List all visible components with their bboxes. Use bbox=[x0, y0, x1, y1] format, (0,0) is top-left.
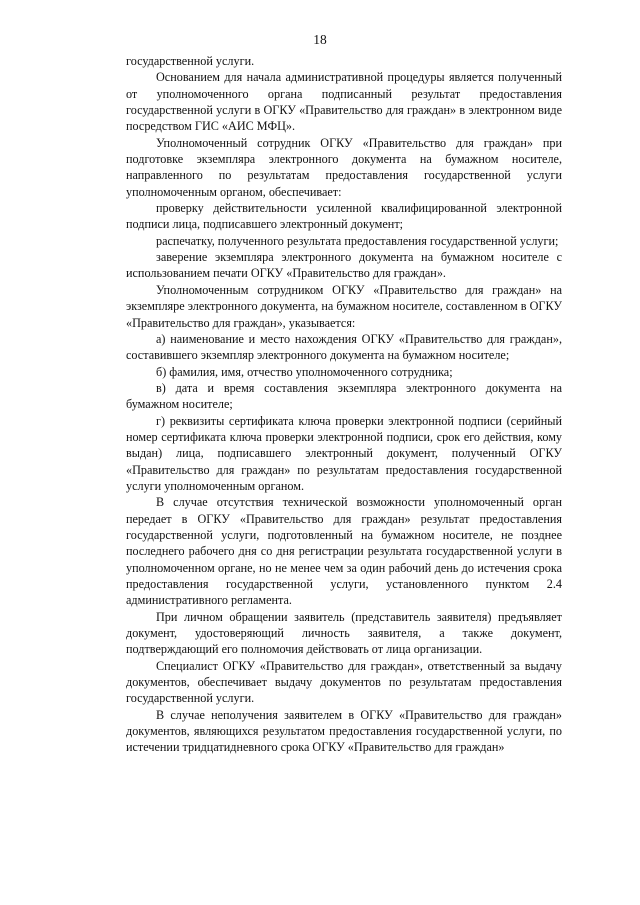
paragraph: б) фамилия, имя, отчество уполномоченного сотрудника; bbox=[156, 364, 453, 379]
paragraph: государственной услуги. bbox=[126, 54, 255, 68]
paragraph: заверение экземпляра электронного документа на бумажном носителе с использованием печати ОГКУ «Правительство для граждан». bbox=[126, 250, 562, 281]
paragraph: В случае отсутствия технической возможности уполномоченный орган передает в ОГКУ «Правительство для граждан» результат предоставления государственной услуги, подготовленный на бумажном носителе, не позднее последнего рабочего дня со дня регистрации результата государственной услуги в уполномоченном органе, но не менее чем за один рабочий день до истечения срока предоставления государственной услуги, установленного пунктом 2.4 административного регламента. bbox=[126, 495, 562, 608]
paragraph: а) наименование и место нахождения ОГКУ «Правительство для граждан», составившего экземпляр электронного документа на бумажном носителе; bbox=[126, 331, 562, 363]
paragraph: При личном обращении заявитель (представитель заявителя) предъявляет документ, удостоверяющий личность заявителя, а также документ, подтверждающий его полномочия действовать от лица организации. bbox=[126, 609, 562, 657]
paragraph: Специалист ОГКУ «Правительство для граждан», ответственный за выдачу документов, обеспечивает выдачу документов по результатам предоставления государственной услуги. bbox=[126, 658, 562, 706]
paragraph: проверку действительности усиленной квалифицированной электронной подписи лица, подписавшего электронный документ; bbox=[126, 201, 562, 232]
paragraph: в) дата и время составления экземпляра электронного документа на бумажном носителе; bbox=[126, 380, 562, 412]
paragraph: г) реквизиты сертификата ключа проверки электронной подписи (серийный номер сертификата ключа проверки электронной подписи, срок его действия, кому выдан) лица, подписавшего электронный документ, полученный ОГКУ «Правительство для граждан» по результатам предоставления государственной услуги уполномоченным органом. bbox=[126, 413, 562, 493]
paragraph: В случае неполучения заявителем в ОГКУ «Правительство для граждан» документов, являющихся результатом предоставления государственной услуги, по истечении тридцатидневного срока ОГКУ «Правительство для граждан» bbox=[126, 707, 562, 755]
page-number: 18 bbox=[313, 32, 327, 47]
paragraph: Уполномоченный сотрудник ОГКУ «Правительство для граждан» при подготовке экземпляра электронного документа на бумажном носителе, направленного по результатам предоставления государственной услуги уполномоченным органом, обеспечивает: bbox=[126, 135, 562, 199]
document-body bbox=[126, 53, 562, 756]
paragraph: Уполномоченным сотрудником ОГКУ «Правительство для граждан» на экземпляре электронного документа, на бумажном носителе, составленном в ОГКУ «Правительство для граждан», указывается: bbox=[126, 282, 562, 330]
paragraph: распечатку, полученного результата предоставления государственной услуги; bbox=[156, 233, 559, 248]
paragraph: Основанием для начала административной процедуры является полученный от уполномоченного органа подписанный результат предоставления государственной услуги в ОГКУ «Правительство для граждан» в электронном виде посредством ГИС «АИС МФЦ». bbox=[126, 70, 562, 134]
